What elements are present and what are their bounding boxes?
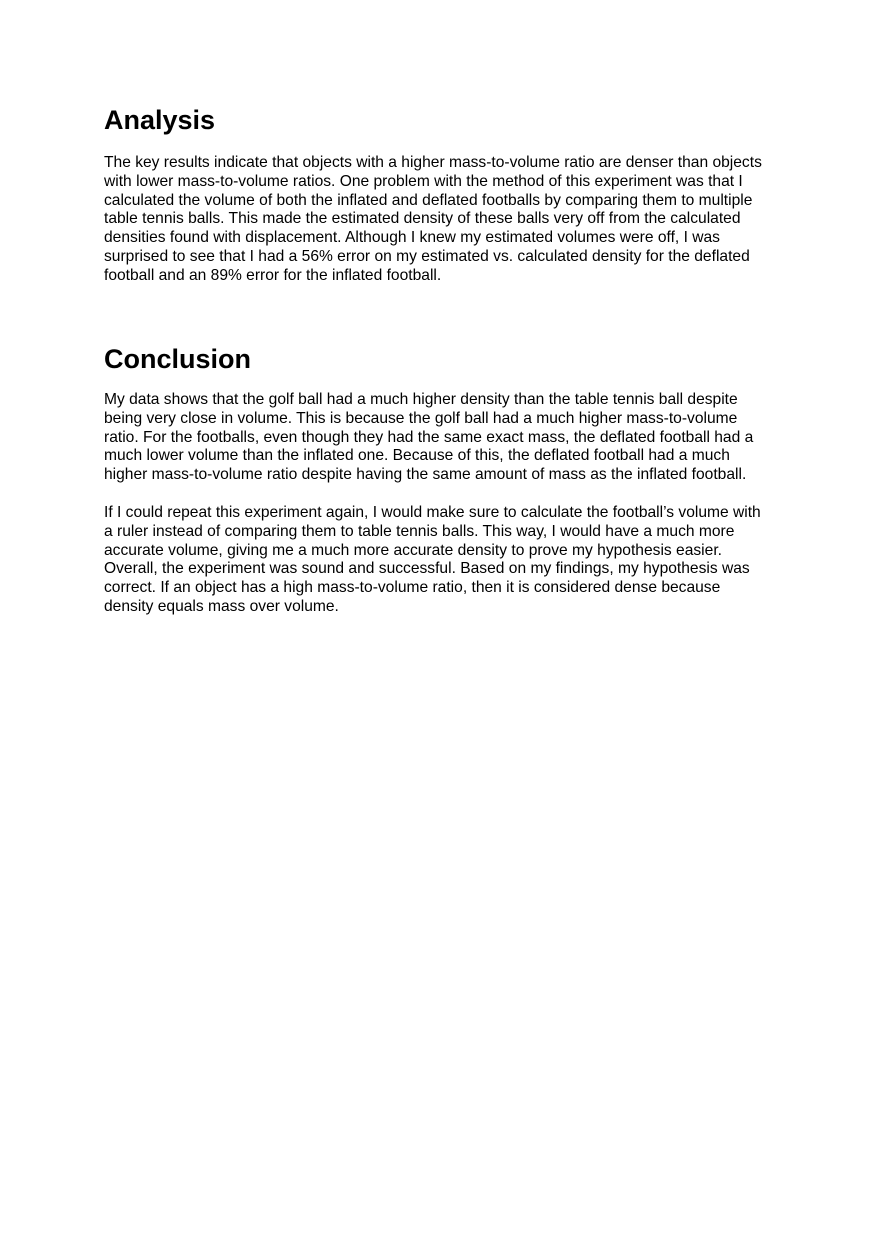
analysis-line: with lower mass-to-volume ratios. One problem with the method of this experiment was that I: [104, 172, 743, 190]
conclusion-line: My data shows that the golf ball had a much higher density than the table tennis ball despite: [104, 391, 738, 408]
conclusion-line: correct. If an object has a high mass-to-volume ratio, then it is considered dense because: [104, 579, 721, 597]
analysis-line: The key results indicate that objects with a higher mass-to-volume ratio are denser than objects: [104, 154, 762, 171]
analysis-line: football and an 89% error for the inflated football.: [104, 266, 442, 284]
conclusion-paragraph-2: [104, 504, 776, 617]
conclusion-paragraph-1: [104, 391, 776, 485]
analysis-paragraph: [104, 154, 776, 286]
conclusion-line: If I could repeat this experiment again, I would make sure to calculate the football’s volume with: [104, 504, 761, 521]
conclusion-line: higher mass-to-volume ratio despite having the same amount of mass as the inflated football.: [104, 466, 747, 484]
conclusion-line: ratio. For the footballs, even though they had the same exact mass, the deflated football had a: [104, 428, 754, 446]
analysis-line: calculated the volume of both the inflated and deflated footballs by comparing them to multiple: [104, 191, 753, 209]
analysis-heading: Analysis: [104, 105, 216, 135]
analysis-line: densities found with displacement. Although I knew my estimated volumes were off, I was: [104, 229, 720, 247]
conclusion-heading: Conclusion: [104, 344, 251, 374]
conclusion-line: Overall, the experiment was sound and successful. Based on my findings, my hypothesis was: [104, 560, 750, 578]
conclusion-line: being very close in volume. This is because the golf ball had a much higher mass-to-volume: [104, 409, 738, 427]
analysis-line: surprised to see that I had a 56% error on my estimated vs. calculated density for the deflated: [104, 247, 750, 265]
conclusion-line: much lower volume than the inflated one. Because of this, the deflated football had a much: [104, 447, 730, 465]
conclusion-line: accurate volume, giving me a much more accurate density to prove my hypothesis easier.: [104, 541, 722, 559]
conclusion-line: density equals mass over volume.: [104, 597, 339, 615]
analysis-line: table tennis balls. This made the estimated density of these balls very off from the calculated: [104, 210, 741, 228]
conclusion-line: a ruler instead of comparing them to table tennis balls. This way, I would have a much more: [104, 522, 735, 540]
